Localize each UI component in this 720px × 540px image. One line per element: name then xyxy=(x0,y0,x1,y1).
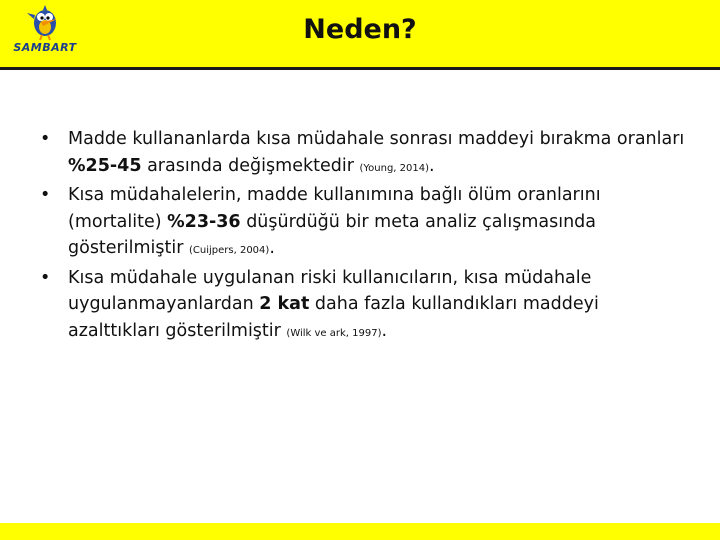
citation: (Cuijpers, 2004) xyxy=(189,245,270,256)
logo-text: SAMBART xyxy=(13,41,77,54)
bullet-text: arasında değişmektedir xyxy=(141,155,360,176)
bullet-icon: • xyxy=(40,185,51,205)
bullet-text: Kısa müdahale uygulanan riski kullanıcıların, kısa müdahale uygulanmayanlardan xyxy=(68,267,592,314)
bullet-text: daha fazla kullandıkları maddeyi azalttıkları gösterilmiştir xyxy=(68,294,599,341)
bullet-text: Madde kullananlarda kısa müdahale sonrası maddeyi bırakma oranları xyxy=(68,129,685,149)
citation: (Young, 2014) xyxy=(359,162,429,174)
bullet-list xyxy=(40,126,690,347)
bullet-icon: • xyxy=(40,267,51,288)
citation: (Wilk ve ark, 1997) xyxy=(286,327,382,339)
bullet-highlight: 2 kat xyxy=(259,294,310,314)
bullet-end: . xyxy=(429,155,435,176)
page-title: Neden? xyxy=(303,14,417,45)
bullet-end: . xyxy=(269,238,275,258)
bullet-end: . xyxy=(381,320,388,341)
slide-header xyxy=(0,0,720,70)
bullet-icon: • xyxy=(40,129,51,149)
bullet-text: düşürdüğü bir meta analiz çalışmasında gösterilmiştir xyxy=(68,211,597,258)
bullet-highlight: %25-45 xyxy=(68,155,142,176)
list-item xyxy=(40,265,690,348)
list-item xyxy=(40,126,690,182)
bullet-highlight: %23-36 xyxy=(167,211,241,232)
bullet-text: Kısa müdahalelerin, madde kullanımına bağlı ölüm oranlarını (mortalite) xyxy=(68,185,601,232)
slide-footer-bar xyxy=(0,523,720,540)
list-item xyxy=(40,182,690,265)
